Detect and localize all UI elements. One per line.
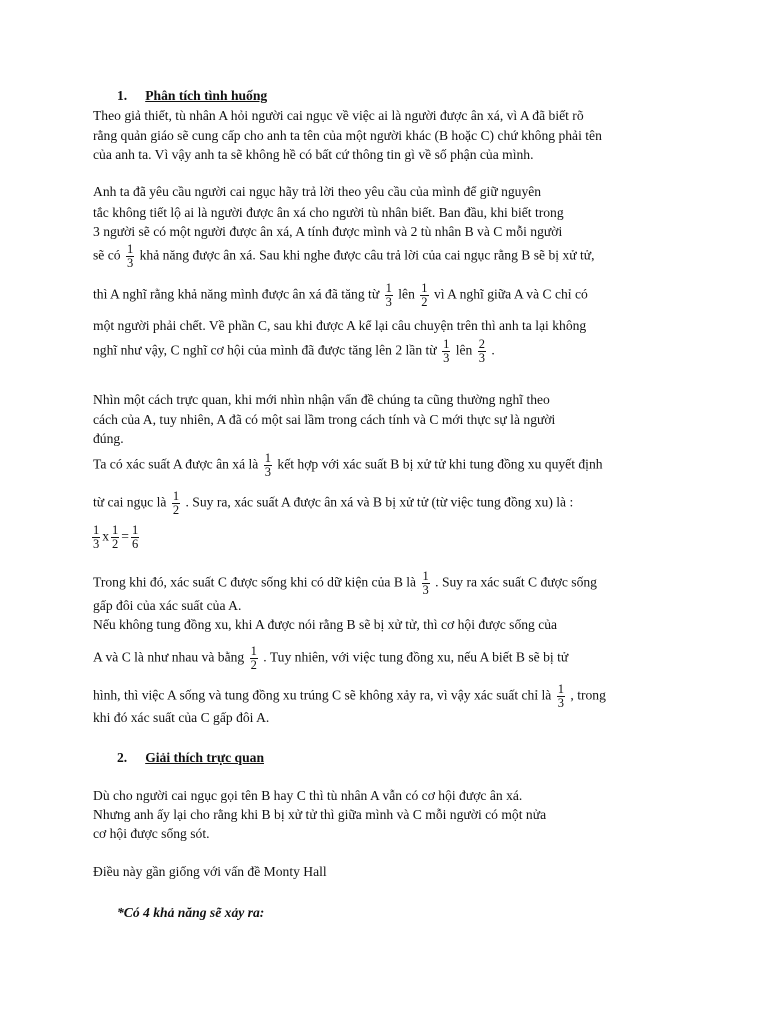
- section-1-heading: [117, 88, 267, 104]
- paragraph-line: Nhưng anh ấy lại cho rằng khi B bị xử tử thì giữa mình và C mỗi người có một nửa: [93, 807, 547, 822]
- paragraph-line-with-fraction: [93, 683, 606, 710]
- section-2-heading: [117, 750, 264, 766]
- fraction-one-half: [172, 490, 180, 517]
- numerator: 1: [93, 523, 100, 537]
- paragraph-line: Nhìn một cách trực quan, khi mới nhìn nhận vấn đề chúng ta cũng thường nghĩ theo: [93, 392, 550, 407]
- paragraph-line: Nếu không tung đồng xu, khi A được nói rằng B sẽ bị xử tử, thì cơ hội được sống của: [93, 617, 558, 632]
- denominator: 2: [112, 537, 119, 551]
- paragraph-line: khi đó xác suất của C gấp đôi A.: [93, 710, 270, 725]
- fraction-one-third: [442, 338, 450, 365]
- section-2-title: Giải thích trực quan: [145, 750, 265, 765]
- denominator: 3: [557, 696, 564, 710]
- numerator: 1: [443, 337, 450, 351]
- fraction-one-third: [126, 243, 134, 270]
- probability-equation: [90, 524, 141, 551]
- paragraph-line: 3 người sẽ có một người được ân xá, A tính được mình và 2 tù nhân B và C mỗi người: [93, 224, 563, 239]
- section-1-title: Phân tích tình huống: [145, 88, 268, 103]
- text-segment: .: [491, 342, 495, 358]
- paragraph-line: tắc không tiết lộ ai là người được ân xá cho người tù nhân biết. Ban đầu, khi biết trong: [93, 205, 564, 220]
- numerator: 1: [112, 523, 119, 537]
- text-segment: Trong khi đó, xác suất C được sống khi có dữ kiện của B là: [93, 574, 417, 590]
- denominator: 2: [250, 658, 257, 672]
- denominator: 3: [443, 351, 450, 365]
- numerator: 1: [131, 523, 139, 537]
- fraction-one-sixth: [131, 524, 139, 551]
- denominator: 3: [264, 465, 271, 479]
- text-segment: A và C là như nhau và bằng: [93, 649, 245, 665]
- fraction-one-half: [111, 524, 119, 551]
- fraction-one-third: [557, 683, 565, 710]
- denominator: 3: [93, 537, 100, 551]
- text-segment: khả năng được ân xá. Sau khi nghe được câu trả lời của cai ngục rằng B sẽ bị xử tử,: [139, 247, 595, 263]
- denominator: 2: [421, 295, 428, 309]
- text-segment: lên: [455, 342, 473, 358]
- paragraph-line-with-fraction: [93, 243, 595, 270]
- denominator: 6: [131, 537, 139, 551]
- fraction-one-third: [422, 570, 430, 597]
- paragraph-line: một người phải chết. Về phần C, sau khi được A kể lại câu chuyện trên thì anh ta lại không: [93, 318, 587, 333]
- denominator: 3: [422, 583, 429, 597]
- paragraph-line-with-fraction: [93, 338, 495, 365]
- paragraph-line-with-fraction: [93, 645, 568, 672]
- numerator: 1: [126, 242, 134, 256]
- text-segment: sẽ có: [93, 247, 121, 263]
- paragraph-line-with-fraction: [93, 490, 573, 517]
- fraction-one-half: [420, 282, 428, 309]
- numerator: 1: [250, 644, 257, 658]
- text-segment: thì A nghĩ rằng khả năng mình được ân xá đã tăng từ: [93, 286, 380, 302]
- denominator: 3: [478, 351, 485, 365]
- paragraph-line: đúng.: [93, 431, 124, 446]
- text-segment: , trong: [570, 687, 606, 703]
- numerator: 2: [478, 337, 485, 351]
- numerator: 1: [422, 569, 429, 583]
- paragraph-line: Điều này gần giống với vấn đề Monty Hall: [93, 864, 327, 879]
- equals-sign: =: [121, 528, 129, 544]
- paragraph-line: cách của A, tuy nhiên, A đã có một sai lầm trong cách tính và C mới thực sự là người: [93, 412, 556, 427]
- paragraph-line: gấp đôi của xác suất của A.: [93, 598, 242, 613]
- numerator: 1: [385, 281, 392, 295]
- text-segment: nghĩ như vậy, C nghĩ cơ hội của mình đã được tăng lên 2 lần từ: [93, 342, 437, 358]
- fraction-one-third: [264, 452, 272, 479]
- section-1-number: 1.: [117, 88, 128, 103]
- denominator: 3: [385, 295, 392, 309]
- numerator: 1: [264, 451, 271, 465]
- paragraph-line-with-fraction: [93, 452, 603, 479]
- numerator: 1: [172, 489, 180, 503]
- paragraph-line: Anh ta đã yêu cầu người cai ngục hãy trả lời theo yêu cầu của mình để giữ nguyên: [93, 184, 542, 199]
- fraction-one-third: [92, 524, 100, 551]
- text-segment: . Suy ra, xác suất A được ân xá và B bị xử tử (từ việc tung đồng xu) là :: [185, 494, 574, 510]
- text-segment: hình, thì việc A sống và tung đồng xu trúng C sẽ không xảy ra, vì vậy xác suất chỉ là: [93, 687, 552, 703]
- text-segment: lên: [398, 286, 415, 302]
- section-2-number: 2.: [117, 750, 128, 765]
- text-segment: vì A nghĩ giữa A và C chỉ có: [433, 286, 588, 302]
- text-segment: kết hợp với xác suất B bị xử tử khi tung đồng xu quyết định: [277, 456, 603, 472]
- numerator: 1: [421, 281, 428, 295]
- paragraph-line: Dù cho người cai ngục gọi tên B hay C thì tù nhân A vẫn có cơ hội được ân xá.: [93, 788, 523, 803]
- paragraph-line: rằng quản giáo sẽ cung cấp cho anh ta tên của một người khác (B hoặc C) chứ không phải tên: [93, 128, 602, 143]
- fraction-one-half: [250, 645, 258, 672]
- paragraph-line: Theo giả thiết, tù nhân A hỏi người cai ngục về việc ai là người được ân xá, vì A đã biết rõ: [93, 108, 584, 123]
- fraction-two-thirds: [478, 338, 486, 365]
- paragraph-line-with-fraction: [93, 570, 597, 597]
- paragraph-line-with-fraction: [93, 282, 588, 309]
- paragraph-line: cơ hội được sống sót.: [93, 826, 210, 841]
- text-segment: Ta có xác suất A được ân xá là: [93, 456, 259, 472]
- text-segment: . Suy ra xác suất C được sống: [435, 574, 597, 590]
- denominator: 3: [126, 256, 134, 270]
- text-segment: từ cai ngục là: [93, 494, 167, 510]
- text-segment: . Tuy nhiên, với việc tung đồng xu, nếu A biết B sẽ bị tử: [263, 649, 569, 665]
- numerator: 1: [557, 682, 564, 696]
- fraction-one-third: [385, 282, 393, 309]
- paragraph-line: của anh ta. Vì vậy anh ta sẽ không hề có bất cứ thông tin gì về số phận của mình.: [93, 147, 534, 162]
- emphasis-line: *Có 4 khả năng sẽ xảy ra:: [117, 905, 265, 920]
- times-sign: x: [102, 528, 110, 544]
- denominator: 2: [172, 503, 180, 517]
